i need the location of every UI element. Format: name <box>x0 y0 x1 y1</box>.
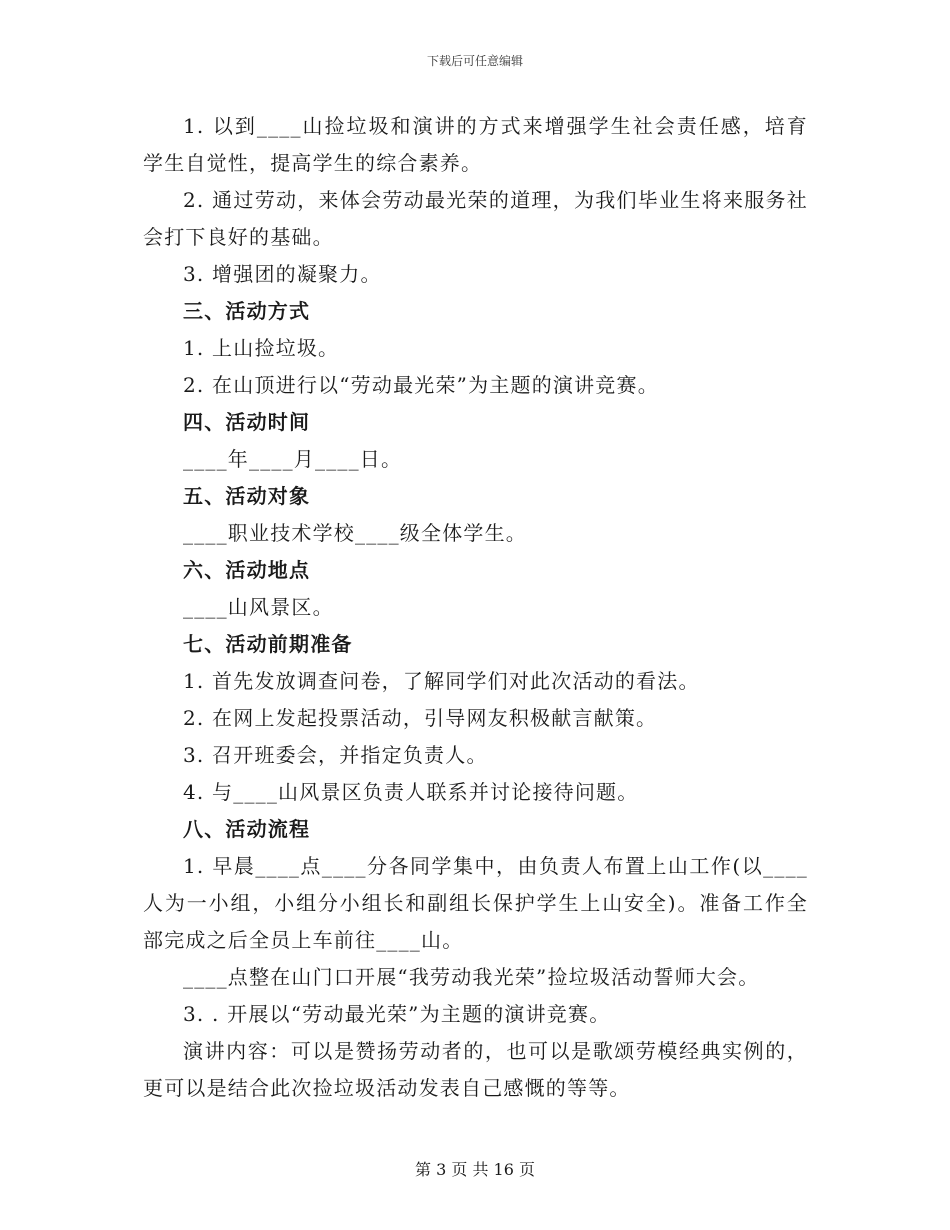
section-heading: 八、活动流程 <box>183 817 311 841</box>
paragraph: ____山风景区。 <box>183 595 334 619</box>
section-heading: 三、活动方式 <box>183 299 311 323</box>
section-heading: 六、活动地点 <box>183 558 311 582</box>
paragraph: 2. 通过劳动，来体会劳动最光荣的道理，为我们毕业生将来服务社会打下良好的基础。 <box>143 188 808 249</box>
paragraph: 1. 早晨____点____分各同学集中，由负责人布置上山工作(以____人为一小组，小组分小组长和副组长保护学生上山安全)。准备工作全部完成之后全员上车前往____山。 <box>143 854 808 952</box>
paragraph: 4. 与____山风景区负责人联系并讨论接待问题。 <box>183 780 639 804</box>
page-indicator: 第 3 页 共 16 页 <box>415 1160 535 1179</box>
section-heading: 七、活动前期准备 <box>183 632 353 656</box>
paragraph: 3. . 开展以“劳动最光荣”为主题的演讲竞赛。 <box>183 1002 611 1026</box>
paragraph: 3. 召开班委会，并指定负责人。 <box>183 743 488 767</box>
paragraph: 1. 以到____山捡垃圾和演讲的方式来增强学生社会责任感，培育学生自觉性，提高学生的综合素养。 <box>143 114 808 175</box>
section-heading: 四、活动时间 <box>183 410 311 434</box>
paragraph: 2. 在山顶进行以“劳动最光荣”为主题的演讲竞赛。 <box>183 373 659 397</box>
paragraph: 3. 增强团的凝聚力。 <box>183 262 382 286</box>
paragraph: 1. 首先发放调查问卷，了解同学们对此次活动的看法。 <box>183 669 700 693</box>
paragraph: 1. 上山捡垃圾。 <box>183 336 340 360</box>
paragraph: ____点整在山门口开展“我劳动我光荣”捡垃圾活动誓师大会。 <box>183 965 760 989</box>
section-heading: 五、活动对象 <box>183 484 311 508</box>
paragraph: 2. 在网上发起投票活动，引导网友积极献言献策。 <box>183 706 658 730</box>
paragraph: ____职业技术学校____级全体学生。 <box>183 521 527 545</box>
document-body <box>143 108 808 1107</box>
paragraph: ____年____月____日。 <box>183 447 403 471</box>
paragraph: 演讲内容：可以是赞扬劳动者的，也可以是歌颂劳模经典实例的，更可以是结合此次捡垃圾活动发表自己感慨的等等。 <box>143 1039 808 1100</box>
header-note: 下载后可任意编辑 <box>426 54 523 68</box>
